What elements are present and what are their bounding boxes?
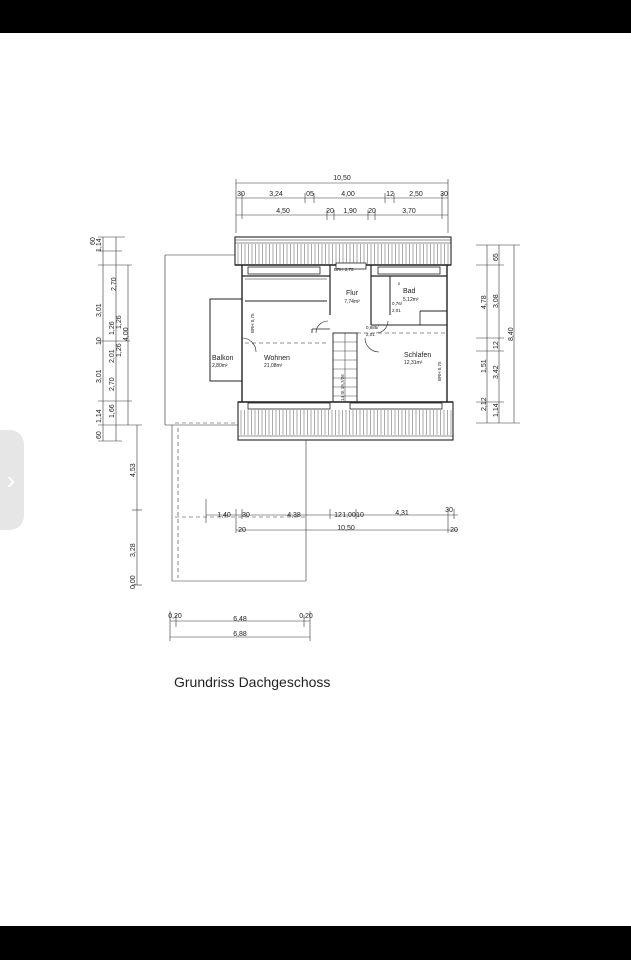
dim-top-8: 4,50 [276,208,290,215]
dim-overall-width: 10,50 [333,175,351,182]
dim-left-f3: 0,00 [130,575,137,589]
dim-left-d4: 1,66 [109,404,116,418]
dim-right-a2: 3,08 [493,294,500,308]
dim-right-b1: 4,78 [481,295,488,309]
dim-bottom-5: 1,00 [342,512,356,519]
dim-left-c4: 1,14 [96,409,103,423]
dim-top-2: 3,24 [269,191,283,198]
dim-top-1: 30 [237,191,245,198]
dim-right-a3: 12 [493,341,500,349]
room-wohnen-area: 21,08m² [264,363,283,369]
dim-top-12: 3,70 [402,208,416,215]
dim-top-3: 05 [306,191,314,198]
dim-right-a5: 1,14 [493,403,500,417]
left-dimensions [98,237,142,585]
room-bad-area: 5,12m² [403,297,419,303]
room-schlafen-name: Schlafen [404,352,432,359]
label-stair: 14 St 19,7/26 [340,374,345,401]
dim-left-f1: 4,53 [130,463,137,477]
bottom-black-bar [0,926,631,960]
dim-top-11: 20 [368,208,376,215]
dim-bottom-3: 4,38 [287,512,301,519]
dim-right-b3: 2,12 [481,397,488,411]
label-door-bad-2: 2,01 [392,308,401,313]
label-door-schlafen-2: 2,01 [366,332,375,337]
dim-left-e1: 1,26 [116,315,123,329]
dim-balcony-1: 0,20 [168,613,182,620]
dim-left-c5: 60 [96,431,103,439]
room-balkon-area: 2,80m² [212,363,228,369]
dim-right-b2: 1,51 [481,359,488,373]
dim-bottom-9: 20 [238,527,246,534]
next-page-button[interactable] [0,430,24,530]
dim-left-b1: 2,70 [111,277,118,291]
bottom-dimensions [170,499,458,641]
dim-top-5: 12 [386,191,394,198]
dim-left-a1: 1,14 [96,238,103,252]
dim-left-a2: 60 [90,237,97,245]
dim-left-c3: 3,01 [96,369,103,383]
dim-right-a4: 3,42 [493,365,500,379]
dim-left-d2: 2,01 [109,349,116,363]
dim-top-4: 4,00 [341,191,355,198]
dim-left-d1: 1,26 [109,321,116,335]
label-brh-left: BRH 0,75 [250,313,255,333]
dim-bottom-4: 12 [334,512,342,519]
room-schlafen-area: 12,31m² [404,360,423,366]
dim-right-c1: 8,40 [508,327,515,341]
room-bad-name: Bad [403,288,416,295]
dim-right-a1: 65 [493,253,500,261]
dim-balcony-2: 6,48 [233,616,247,623]
terrace-outline [172,423,306,581]
dim-balcony-4: 6,88 [233,631,247,638]
top-dimensions [236,179,448,233]
label-door-schlafen-1: 0,885/ [366,325,379,330]
top-black-bar [0,0,631,33]
dim-bottom-2: 30 [242,512,250,519]
dim-balcony-3: 0,20 [299,613,313,620]
label-brh-top: BRH 0,75 [334,267,354,272]
dim-left-e2: 1,26 [116,343,123,357]
dim-left-d3: 2,70 [109,377,116,391]
dim-bottom-10: 10,50 [337,525,355,532]
room-flur-area: 7,74m² [344,299,360,305]
room-balkon-name: Balkon [212,355,234,362]
dim-top-6: 2,50 [409,191,423,198]
dim-left-f2: 3,28 [130,543,137,557]
dim-top-7: 30 [440,191,448,198]
floor-plan [0,33,631,926]
room-flur-name: Flur [345,290,359,297]
dim-top-10: 1,90 [343,208,357,215]
dim-bottom-8: 30 [445,507,453,514]
dim-bottom-7: 4,31 [395,510,409,517]
label-bad-mark: x [398,281,401,286]
document-page [0,33,631,926]
dim-bottom-11: 20 [450,527,458,534]
chevron-right-icon[interactable]: › [6,465,16,495]
dim-top-9: 20 [326,208,334,215]
dim-left-c1: 3,01 [96,303,103,317]
room-wohnen-name: Wohnen [264,355,290,362]
label-brh-right: BRH 0,75 [437,361,442,381]
dim-bottom-1: 1,40 [217,512,231,519]
label-door-bad-1: 0,76/ [392,301,403,306]
dim-bottom-6: 10 [356,512,364,519]
plan-caption: Grundriss Dachgeschoss [174,674,331,690]
dim-left-c2: 10 [96,337,103,345]
dim-left-e3: 4,00 [123,327,130,341]
